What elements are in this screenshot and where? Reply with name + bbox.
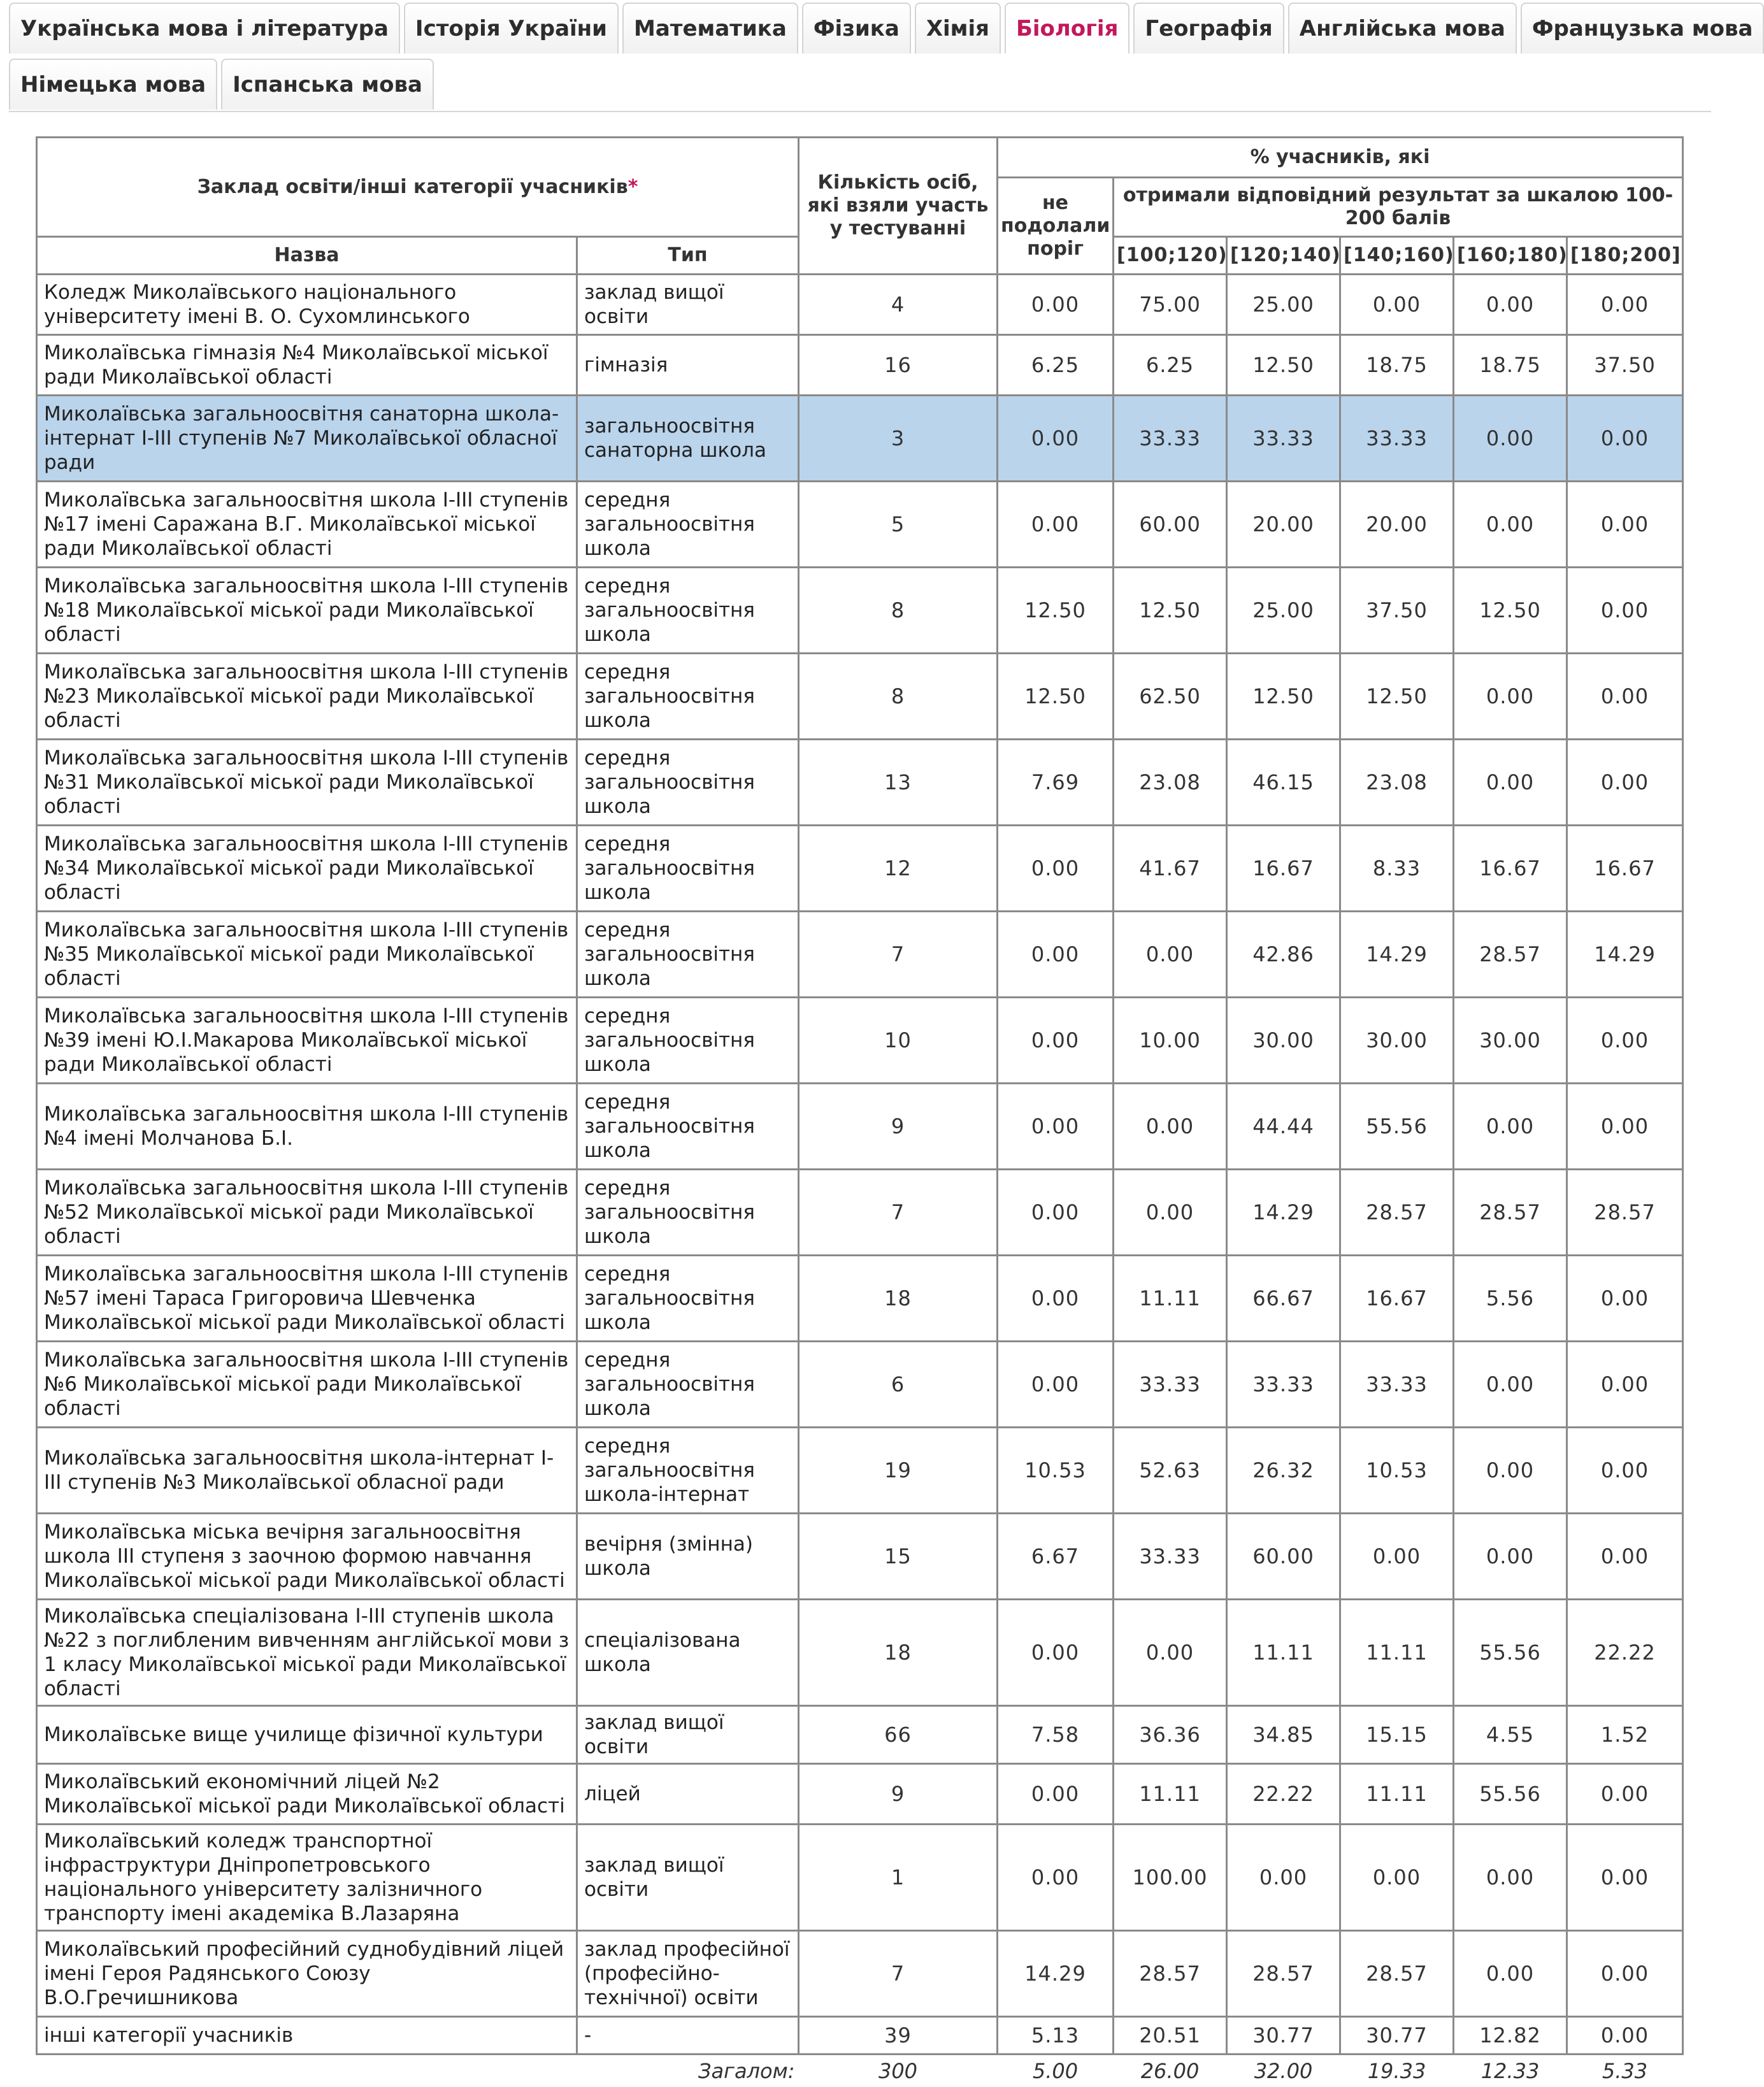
row-failed: 14.29: [998, 1931, 1114, 2017]
table-row: [37, 826, 1683, 912]
row-type: заклад вищої освіти: [577, 275, 799, 335]
row-bin-180-200: 0.00: [1567, 1342, 1683, 1428]
row-bin-160-180: 0.00: [1454, 740, 1567, 826]
header-percent: % учасників, які: [998, 138, 1683, 178]
row-bin-160-180: 30.00: [1454, 998, 1567, 1084]
row-bin-140-160: 20.00: [1340, 482, 1454, 568]
row-bin-100-120: 12.50: [1114, 568, 1227, 654]
row-bin-180-200: 0.00: [1567, 1931, 1683, 2017]
row-bin-160-180: 0.00: [1454, 396, 1567, 482]
row-bin-160-180: 18.75: [1454, 335, 1567, 396]
row-bin-100-120: 11.11: [1114, 1764, 1227, 1825]
row-bin-180-200: 16.67: [1567, 826, 1683, 912]
row-bin-140-160: 0.00: [1340, 1825, 1454, 1931]
row-name: Миколаївська спеціалізована І-ІІІ ступенів школа №22 з поглибленим вивченням англійської мови з 1 класу Миколаївської міської ради Миколаївської області: [37, 1600, 577, 1706]
table-row: [37, 1256, 1683, 1342]
row-bin-120-140: 30.77: [1227, 2017, 1340, 2055]
tab-history-of-ukraine[interactable]: Історія України: [404, 3, 619, 54]
row-bin-120-140: 20.00: [1227, 482, 1340, 568]
row-count: 7: [799, 1170, 998, 1256]
row-count: 18: [799, 1600, 998, 1706]
row-bin-160-180: 5.56: [1454, 1256, 1567, 1342]
row-bin-140-160: 33.33: [1340, 1342, 1454, 1428]
header-failed: не подолали поріг: [998, 178, 1114, 275]
row-type: середня загальноосвітня школа: [577, 482, 799, 568]
row-bin-140-160: 18.75: [1340, 335, 1454, 396]
row-type: середня загальноосвітня школа: [577, 568, 799, 654]
row-bin-100-120: 11.11: [1114, 1256, 1227, 1342]
row-count: 9: [799, 1764, 998, 1825]
row-bin-120-140: 33.33: [1227, 1342, 1340, 1428]
row-count: 18: [799, 1256, 998, 1342]
row-bin-120-140: 30.00: [1227, 998, 1340, 1084]
row-name: Миколаївська загальноосвітня школа-інтернат І-ІІІ ступенів №3 Миколаївської обласної ради: [37, 1428, 577, 1514]
total-bin-100-120: 26.00: [1114, 2055, 1227, 2087]
total-failed: 5.00: [998, 2055, 1114, 2087]
row-failed: 7.58: [998, 1706, 1114, 1764]
table-row: [37, 335, 1683, 396]
row-count: 16: [799, 335, 998, 396]
row-type: середня загальноосвітня школа: [577, 1084, 799, 1170]
row-name: Миколаївська міська вечірня загальноосвітня школа ІІІ ступеня з заочною формою навчання Миколаївської міської ради Миколаївської області: [37, 1514, 577, 1600]
row-bin-160-180: 12.50: [1454, 568, 1567, 654]
row-bin-140-160: 16.67: [1340, 1256, 1454, 1342]
tab-spanish[interactable]: Іспанська мова: [221, 59, 434, 110]
header-institution: Заклад освіти/інші категорії учасників*: [37, 138, 799, 237]
row-bin-160-180: 0.00: [1454, 1931, 1567, 2017]
row-bin-180-200: 0.00: [1567, 396, 1683, 482]
row-bin-100-120: 28.57: [1114, 1931, 1227, 2017]
total-bin-120-140: 32.00: [1227, 2055, 1340, 2087]
row-bin-180-200: 0.00: [1567, 1256, 1683, 1342]
row-bin-140-160: 0.00: [1340, 275, 1454, 335]
table-row: [37, 998, 1683, 1084]
row-count: 13: [799, 740, 998, 826]
total-bin-180-200: 5.33: [1567, 2055, 1683, 2087]
header-bin-120-140: [120;140): [1227, 237, 1340, 275]
row-bin-140-160: 33.33: [1340, 396, 1454, 482]
row-count: 8: [799, 654, 998, 740]
row-count: 12: [799, 826, 998, 912]
row-bin-180-200: 0.00: [1567, 275, 1683, 335]
row-name: Миколаївська загальноосвітня школа І-ІІІ ступенів №23 Миколаївської міської ради Миколаївської області: [37, 654, 577, 740]
row-bin-140-160: 30.00: [1340, 998, 1454, 1084]
row-failed: 0.00: [998, 1170, 1114, 1256]
row-bin-160-180: 0.00: [1454, 1084, 1567, 1170]
row-bin-120-140: 14.29: [1227, 1170, 1340, 1256]
row-bin-100-120: 0.00: [1114, 1170, 1227, 1256]
row-count: 66: [799, 1706, 998, 1764]
row-bin-180-200: 14.29: [1567, 912, 1683, 998]
row-failed: 0.00: [998, 998, 1114, 1084]
row-bin-140-160: 30.77: [1340, 2017, 1454, 2055]
table-row: [37, 482, 1683, 568]
row-bin-180-200: 0.00: [1567, 1514, 1683, 1600]
row-bin-160-180: 0.00: [1454, 1825, 1567, 1931]
row-failed: 0.00: [998, 1764, 1114, 1825]
row-bin-120-140: 25.00: [1227, 275, 1340, 335]
row-bin-120-140: 11.11: [1227, 1600, 1340, 1706]
row-bin-160-180: 0.00: [1454, 1428, 1567, 1514]
subject-tabs-row-1: [9, 3, 1764, 54]
tab-french[interactable]: Французька мова: [1521, 3, 1764, 54]
row-count: 1: [799, 1825, 998, 1931]
row-bin-160-180: 0.00: [1454, 1342, 1567, 1428]
table-row: [37, 1825, 1683, 1931]
row-bin-140-160: 11.11: [1340, 1600, 1454, 1706]
row-name: Миколаївська загальноосвітня школа І-ІІІ ступенів №31 Миколаївської міської ради Миколаївської області: [37, 740, 577, 826]
row-count: 8: [799, 568, 998, 654]
row-bin-140-160: 11.11: [1340, 1764, 1454, 1825]
row-bin-120-140: 12.50: [1227, 335, 1340, 396]
row-bin-140-160: 0.00: [1340, 1514, 1454, 1600]
row-name: Миколаївська загальноосвітня школа І-ІІІ ступенів №35 Миколаївської міської ради Миколаївської області: [37, 912, 577, 998]
row-type: гімназія: [577, 335, 799, 396]
row-bin-100-120: 36.36: [1114, 1706, 1227, 1764]
row-bin-160-180: 4.55: [1454, 1706, 1567, 1764]
row-type: спеціалізована школа: [577, 1600, 799, 1706]
table-row: [37, 1931, 1683, 2017]
row-count: 3: [799, 396, 998, 482]
table-row: [37, 1170, 1683, 1256]
row-name: Миколаївська загальноосвітня школа І-ІІІ ступенів №57 імені Тараса Григоровича Шевченка Миколаївської міської ради Миколаївської області: [37, 1256, 577, 1342]
row-bin-180-200: 28.57: [1567, 1170, 1683, 1256]
total-bin-140-160: 19.33: [1340, 2055, 1454, 2087]
row-name: Миколаївська загальноосвітня школа І-ІІІ ступенів №4 імені Молчанова Б.І.: [37, 1084, 577, 1170]
total-row: [37, 2055, 1683, 2087]
row-bin-120-140: 46.15: [1227, 740, 1340, 826]
row-type: середня загальноосвітня школа-інтернат: [577, 1428, 799, 1514]
row-bin-180-200: 0.00: [1567, 568, 1683, 654]
row-bin-140-160: 37.50: [1340, 568, 1454, 654]
row-count: 4: [799, 275, 998, 335]
row-type: середня загальноосвітня школа: [577, 912, 799, 998]
row-type: заклад вищої освіти: [577, 1706, 799, 1764]
row-type: заклад професійної (професійно-технічної) освіти: [577, 1931, 799, 2017]
row-bin-100-120: 10.00: [1114, 998, 1227, 1084]
row-name: Миколаївська загальноосвітня школа І-ІІІ ступенів №39 імені Ю.І.Макарова Миколаївської міської ради Миколаївської області: [37, 998, 577, 1084]
row-failed: 0.00: [998, 912, 1114, 998]
row-failed: 6.25: [998, 335, 1114, 396]
row-bin-180-200: 0.00: [1567, 1764, 1683, 1825]
row-bin-160-180: 28.57: [1454, 912, 1567, 998]
row-failed: 0.00: [998, 482, 1114, 568]
row-type: середня загальноосвітня школа: [577, 1256, 799, 1342]
row-name: інші категорії учасників: [37, 2017, 577, 2055]
header-count: Кількість осіб, які взяли участь у тестуванні: [799, 138, 998, 275]
table-row: [37, 1514, 1683, 1600]
row-name: Миколаївська гімназія №4 Миколаївської міської ради Миколаївської області: [37, 335, 577, 396]
total-label: Загалом:: [37, 2055, 799, 2087]
row-bin-160-180: 0.00: [1454, 654, 1567, 740]
row-name: Миколаївська загальноосвітня школа І-ІІІ ступенів №34 Миколаївської міської ради Миколаївської області: [37, 826, 577, 912]
row-bin-120-140: 60.00: [1227, 1514, 1340, 1600]
row-bin-100-120: 62.50: [1114, 654, 1227, 740]
table-row: [37, 1428, 1683, 1514]
row-bin-180-200: 37.50: [1567, 335, 1683, 396]
row-count: 15: [799, 1514, 998, 1600]
table-body: [37, 275, 1683, 2055]
row-name: Миколаївська загальноосвітня школа І-ІІІ ступенів №52 Миколаївської міської ради Миколаївської області: [37, 1170, 577, 1256]
row-type: середня загальноосвітня школа: [577, 826, 799, 912]
row-count: 39: [799, 2017, 998, 2055]
row-bin-120-140: 16.67: [1227, 826, 1340, 912]
row-failed: 5.13: [998, 2017, 1114, 2055]
row-failed: 6.67: [998, 1514, 1114, 1600]
row-bin-120-140: 44.44: [1227, 1084, 1340, 1170]
row-bin-100-120: 100.00: [1114, 1825, 1227, 1931]
row-bin-140-160: 14.29: [1340, 912, 1454, 998]
row-type: вечірня (змінна) школа: [577, 1514, 799, 1600]
row-bin-180-200: 0.00: [1567, 482, 1683, 568]
row-bin-180-200: 0.00: [1567, 654, 1683, 740]
row-bin-100-120: 41.67: [1114, 826, 1227, 912]
row-name: Миколаївський коледж транспортної інфраструктури Дніпропетровського національного університету залізничного транспорту імені академіка В.Лазаряна: [37, 1825, 577, 1931]
row-bin-120-140: 12.50: [1227, 654, 1340, 740]
row-type: заклад вищої освіти: [577, 1825, 799, 1931]
tab-german[interactable]: Німецька мова: [9, 59, 217, 110]
row-count: 9: [799, 1084, 998, 1170]
row-bin-160-180: 55.56: [1454, 1600, 1567, 1706]
row-type: середня загальноосвітня школа: [577, 1170, 799, 1256]
row-failed: 0.00: [998, 1342, 1114, 1428]
row-bin-120-140: 28.57: [1227, 1931, 1340, 2017]
table-row: [37, 396, 1683, 482]
row-count: 19: [799, 1428, 998, 1514]
row-name: Миколаївський економічний ліцей №2 Миколаївської міської ради Миколаївської області: [37, 1764, 577, 1825]
subject-tabs-row-2: [9, 59, 434, 110]
row-bin-180-200: 0.00: [1567, 1825, 1683, 1931]
table-row: [37, 654, 1683, 740]
row-bin-100-120: 20.51: [1114, 2017, 1227, 2055]
row-bin-100-120: 23.08: [1114, 740, 1227, 826]
row-name: Миколаївська загальноосвітня школа І-ІІІ ступенів №6 Миколаївської міської ради Миколаївської області: [37, 1342, 577, 1428]
row-type: середня загальноосвітня школа: [577, 1342, 799, 1428]
row-bin-100-120: 6.25: [1114, 335, 1227, 396]
row-bin-100-120: 52.63: [1114, 1428, 1227, 1514]
row-type: ліцей: [577, 1764, 799, 1825]
row-count: 6: [799, 1342, 998, 1428]
row-bin-100-120: 33.33: [1114, 1514, 1227, 1600]
row-bin-140-160: 8.33: [1340, 826, 1454, 912]
row-bin-180-200: 0.00: [1567, 740, 1683, 826]
row-bin-100-120: 75.00: [1114, 275, 1227, 335]
row-bin-100-120: 60.00: [1114, 482, 1227, 568]
row-bin-180-200: 1.52: [1567, 1706, 1683, 1764]
row-type: середня загальноосвітня школа: [577, 998, 799, 1084]
tab-physics[interactable]: Фізика: [802, 3, 911, 54]
header-bin-100-120: [100;120): [1114, 237, 1227, 275]
row-failed: 0.00: [998, 1084, 1114, 1170]
row-name: Миколаївська загальноосвітня школа І-ІІІ ступенів №18 Миколаївської міської ради Миколаївської області: [37, 568, 577, 654]
tab-english[interactable]: Англійська мова: [1288, 3, 1517, 54]
row-bin-100-120: 33.33: [1114, 396, 1227, 482]
row-bin-140-160: 10.53: [1340, 1428, 1454, 1514]
row-count: 10: [799, 998, 998, 1084]
row-failed: 0.00: [998, 275, 1114, 335]
row-count: 5: [799, 482, 998, 568]
row-name: Миколаївське вище училище фізичної культури: [37, 1706, 577, 1764]
tab-chemistry[interactable]: Хімія: [915, 3, 1001, 54]
row-type: загальноосвітня санаторна школа: [577, 396, 799, 482]
row-bin-120-140: 25.00: [1227, 568, 1340, 654]
header-type: Тип: [577, 237, 799, 275]
row-type: середня загальноосвітня школа: [577, 654, 799, 740]
row-bin-100-120: 0.00: [1114, 1084, 1227, 1170]
row-type: -: [577, 2017, 799, 2055]
row-bin-140-160: 55.56: [1340, 1084, 1454, 1170]
row-bin-160-180: 12.82: [1454, 2017, 1567, 2055]
table-row: [37, 275, 1683, 335]
row-bin-140-160: 15.15: [1340, 1706, 1454, 1764]
row-bin-140-160: 23.08: [1340, 740, 1454, 826]
row-bin-180-200: 0.00: [1567, 1084, 1683, 1170]
table-row: [37, 912, 1683, 998]
subject-tabs: [9, 3, 1711, 112]
row-bin-160-180: 0.00: [1454, 275, 1567, 335]
tab-ukrainian-language-literature[interactable]: Українська мова і література: [9, 3, 400, 54]
table-row: [37, 1764, 1683, 1825]
row-failed: 0.00: [998, 1825, 1114, 1931]
table-row: [37, 1342, 1683, 1428]
row-bin-180-200: 0.00: [1567, 1428, 1683, 1514]
header-bin-180-200: [180;200]: [1567, 237, 1683, 275]
required-mark: *: [628, 176, 638, 198]
row-type: середня загальноосвітня школа: [577, 740, 799, 826]
row-bin-120-140: 66.67: [1227, 1256, 1340, 1342]
row-name: Миколаївський професійний суднобудівний ліцей імені Героя Радянського Союзу В.О.Гречишникова: [37, 1931, 577, 2017]
row-bin-180-200: 0.00: [1567, 998, 1683, 1084]
total-count: 300: [799, 2055, 998, 2087]
row-bin-120-140: 42.86: [1227, 912, 1340, 998]
table-row: [37, 1084, 1683, 1170]
tab-mathematics[interactable]: Математика: [622, 3, 798, 54]
total-bin-160-180: 12.33: [1454, 2055, 1567, 2087]
row-bin-120-140: 33.33: [1227, 396, 1340, 482]
row-name: Коледж Миколаївського національного університету імені В. О. Сухомлинського: [37, 275, 577, 335]
row-failed: 12.50: [998, 654, 1114, 740]
row-failed: 0.00: [998, 396, 1114, 482]
row-name: Миколаївська загальноосвітня школа І-ІІІ ступенів №17 імені Саражана В.Г. Миколаївської міської ради Миколаївської області: [37, 482, 577, 568]
row-bin-160-180: 28.57: [1454, 1170, 1567, 1256]
row-bin-120-140: 34.85: [1227, 1706, 1340, 1764]
tab-geography[interactable]: Географія: [1133, 3, 1284, 54]
row-failed: 7.69: [998, 740, 1114, 826]
table-row: [37, 568, 1683, 654]
row-bin-180-200: 0.00: [1567, 2017, 1683, 2055]
row-bin-160-180: 16.67: [1454, 826, 1567, 912]
tab-biology[interactable]: Біологія: [1005, 3, 1129, 54]
row-bin-160-180: 55.56: [1454, 1764, 1567, 1825]
row-bin-160-180: 0.00: [1454, 482, 1567, 568]
table-row: [37, 1706, 1683, 1764]
row-bin-140-160: 28.57: [1340, 1170, 1454, 1256]
table-row: [37, 2017, 1683, 2055]
row-bin-140-160: 12.50: [1340, 654, 1454, 740]
results-table: [36, 136, 1684, 2087]
row-name: Миколаївська загальноосвітня санаторна школа-інтернат І-ІІІ ступенів №7 Миколаївської обласної ради: [37, 396, 577, 482]
row-bin-140-160: 28.57: [1340, 1931, 1454, 2017]
table-row: [37, 1600, 1683, 1706]
table-row: [37, 740, 1683, 826]
row-bin-120-140: 26.32: [1227, 1428, 1340, 1514]
row-bin-100-120: 33.33: [1114, 1342, 1227, 1428]
row-bin-120-140: 0.00: [1227, 1825, 1340, 1931]
row-bin-100-120: 0.00: [1114, 912, 1227, 998]
header-bin-140-160: [140;160): [1340, 237, 1454, 275]
row-count: 7: [799, 912, 998, 998]
row-failed: 0.00: [998, 826, 1114, 912]
row-count: 7: [799, 1931, 998, 2017]
row-failed: 10.53: [998, 1428, 1114, 1514]
header-received: отримали відповідний результат за шкалою 100-200 балів: [1114, 178, 1683, 237]
row-bin-100-120: 0.00: [1114, 1600, 1227, 1706]
row-failed: 12.50: [998, 568, 1114, 654]
row-failed: 0.00: [998, 1256, 1114, 1342]
row-bin-120-140: 22.22: [1227, 1764, 1340, 1825]
header-name: Назва: [37, 237, 577, 275]
row-bin-180-200: 22.22: [1567, 1600, 1683, 1706]
row-bin-160-180: 0.00: [1454, 1514, 1567, 1600]
row-failed: 0.00: [998, 1600, 1114, 1706]
header-bin-160-180: [160;180): [1454, 237, 1567, 275]
